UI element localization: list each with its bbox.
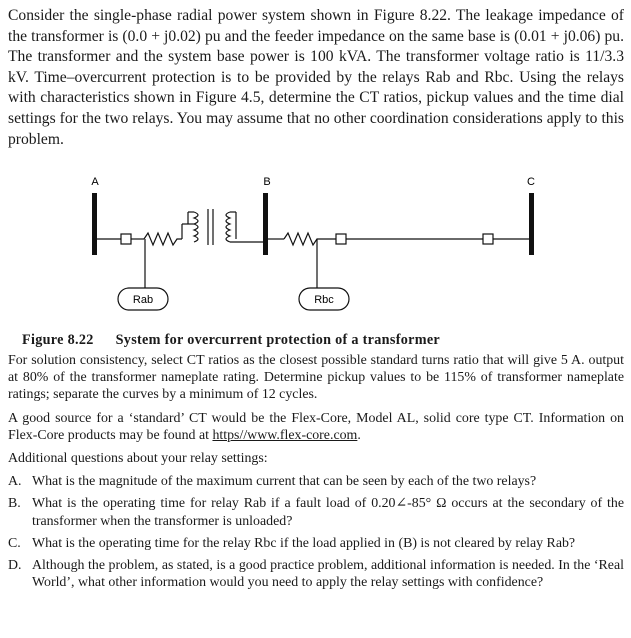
bus-a-label: A (91, 176, 99, 188)
question-label: B. (8, 496, 21, 512)
flex-core-link[interactable]: https//www.flex-core.com (212, 427, 358, 443)
additional-heading: Additional questions about your relay settings: (8, 451, 268, 467)
question-label: A. (8, 474, 22, 490)
bus-a-bar (92, 193, 97, 255)
bus-c-bar (529, 193, 534, 255)
relay-bc-label: Rbc (314, 294, 334, 306)
question-label: C. (8, 535, 21, 551)
figure-caption (22, 332, 440, 349)
breaker-c (483, 234, 493, 244)
source-end: . (357, 427, 361, 443)
bus-b-label: B (263, 176, 271, 188)
bus-b-bar (263, 193, 268, 255)
circuit-diagram (0, 170, 631, 320)
source-text: A good source for a ‘standard’ CT would be the Flex-Core, Model AL, solid core type CT. Information on Flex-Core products may be found at (8, 410, 624, 443)
relay-ab-label: Rab (132, 294, 154, 306)
caption-text: System for overcurrent protection of a transformer (115, 332, 441, 348)
bus-c-label: C (527, 176, 535, 188)
question-d (8, 557, 624, 591)
question-label: D. (8, 558, 22, 574)
problem-statement: Consider the single-phase radial power system shown in Figure 8.22. The leakage impedance of the transformer is (0.0 + j0.02) pu and the feeder impedance on the same base is (0.01 + j0.06) pu. The transformer and the system base power is 100 kVA. The transformer voltage ratio is 11/3.3 kV. Time–overcurrent protection is to be provided by the relays Rab and Rbc. Using the relays with characteristics shown in Figure 4.5, determine the CT ratios, pickup values and the time dial settings for the two relays. You may assume that no other coordination considerations apply to this problem. (8, 7, 624, 148)
breaker-bc (336, 234, 346, 244)
transformer-primary-winding (194, 212, 198, 242)
feeder-impedance (284, 233, 336, 245)
question-b (8, 495, 624, 529)
question-text: What is the operating time for the relay Rbc if the load applied in (B) is not cleared by relay Rab? (32, 535, 576, 551)
breaker-ab (121, 234, 131, 244)
source-note (8, 410, 624, 444)
question-a (8, 473, 624, 490)
consistency-note: For solution consistency, select CT ratios as the closest possible standard turns ratio that will give 5 A. output at 80% of the transformer nameplate rating. Determine pickup values to be 115% of transformer nameplate ratings; separate the curves by a minimum of 12 cycles. (8, 353, 624, 403)
question-text: What is the magnitude of the maximum current that can be seen by each of the two relays? (32, 474, 537, 490)
question-c (8, 535, 624, 552)
transformer-secondary-winding (226, 212, 230, 242)
question-text: Although the problem, as stated, is a good practice problem, additional information is needed. In the ‘Real World’, what other information would you need to apply the relay settings with confidence? (32, 558, 624, 591)
notes-section (8, 352, 624, 596)
question-text: What is the operating time for relay Rab if a fault load of 0.20∠-85° Ω occurs at the secondary of the transformer when the transformer is unloaded? (32, 496, 624, 529)
transformer-leakage-impedance (144, 233, 182, 245)
caption-number: Figure 8.22 (22, 332, 94, 348)
